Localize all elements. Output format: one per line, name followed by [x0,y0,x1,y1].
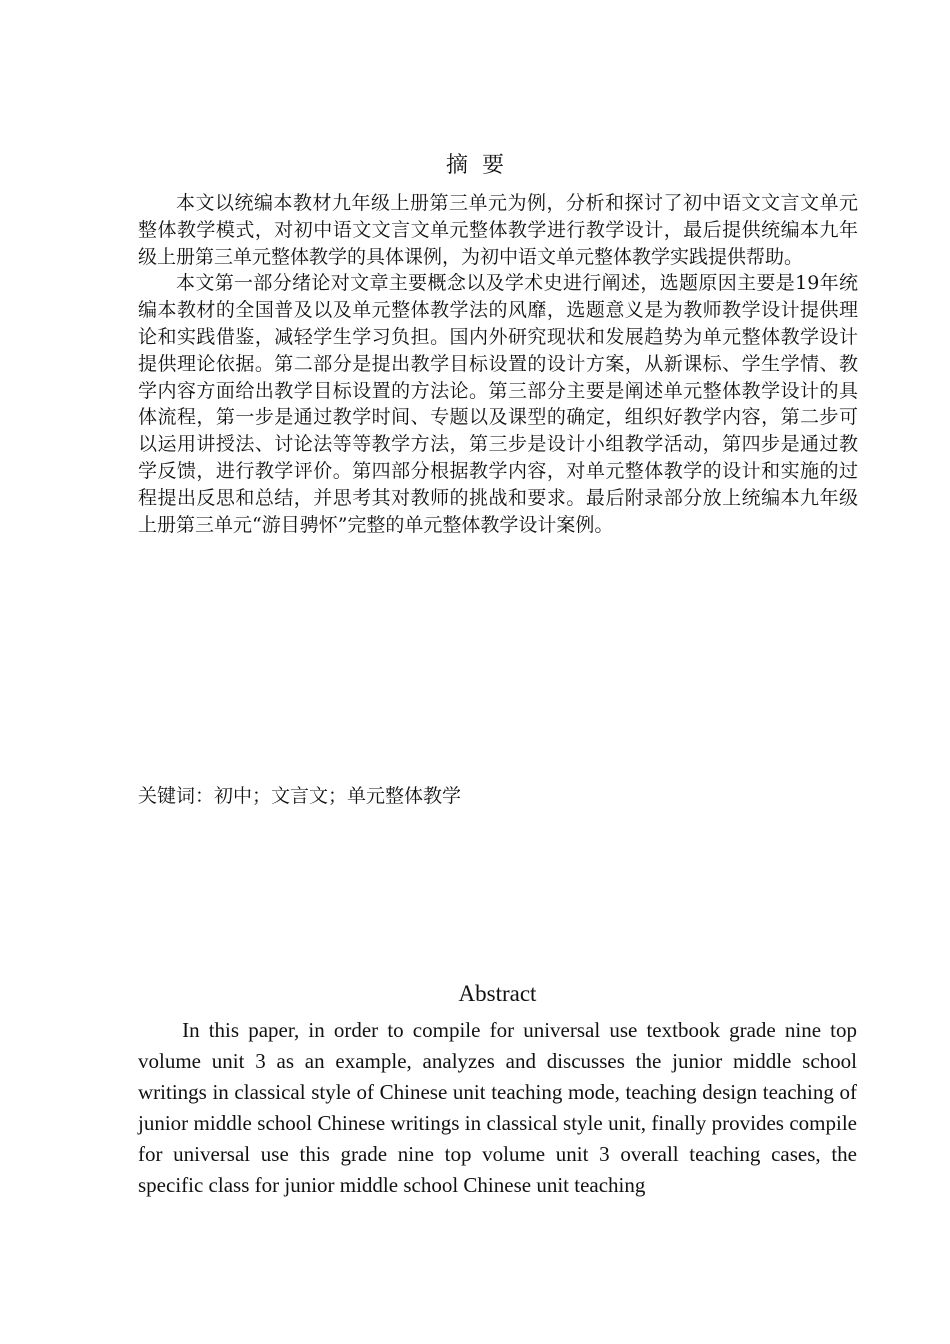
chinese-abstract-title: 摘要 [445,153,518,178]
chinese-keywords [138,783,858,809]
chinese-abstract-paragraph-1: 本文以统编本教材九年级上册第三单元为例，分析和探讨了初中语文文言文单元整体教学模式，对初中语文文言文单元整体教学进行教学设计，最后提供统编本九年级上册第三单元整体教学的具体课例，为初中语文单元整体教学实践提供帮助。 [138,192,858,268]
chinese-abstract-body [138,190,858,538]
english-abstract-body: In this paper, in order to compile for universal use textbook grade nine top volume unit 3 as an example, analyzes and discusses the junior middle school writings in classical style of Chinese unit teaching mode, teaching design teaching of junior middle school Chinese writings in classical style unit, finally provides compile for universal use this grade nine top volume unit 3 overall teaching cases, the specific class for junior middle school Chinese unit teaching [138,1018,857,1197]
keywords-label: 关键词： [138,785,215,807]
keywords-value: 初中；文言文；单元整体教学 [214,785,462,807]
chinese-abstract-paragraph-2: 本文第一部分绪论对文章主要概念以及学术史进行阐述，选题原因主要是19年统编本教材的全国普及以及单元整体教学法的风靡，选题意义是为教师教学设计提供理论和实践借鉴，减轻学生学习负担。国内外研究现状和发展趋势为单元整体教学设计提供理论依据。第二部分是提出教学目标设置的设计方案，从新课标、学生学情、教学内容方面给出教学目标设置的方法论。第三部分主要是阐述单元整体教学设计的具体流程，第一步是通过教学时间、专题以及课型的确定，组织好教学内容，第二步可以运用讲授法、讨论法等等教学方法，第三步是设计小组教学活动，第四步是通过教学反馈，进行教学评价。第四部分根据教学内容，对单元整体教学的设计和实施的过程提出反思和总结，并思考其对教师的挑战和要求。最后附录部分放上统编本九年级上册第三单元“游目骋怀”完整的单元整体教学设计案例。 [138,272,858,536]
english-abstract-title: Abstract [458,981,537,1006]
